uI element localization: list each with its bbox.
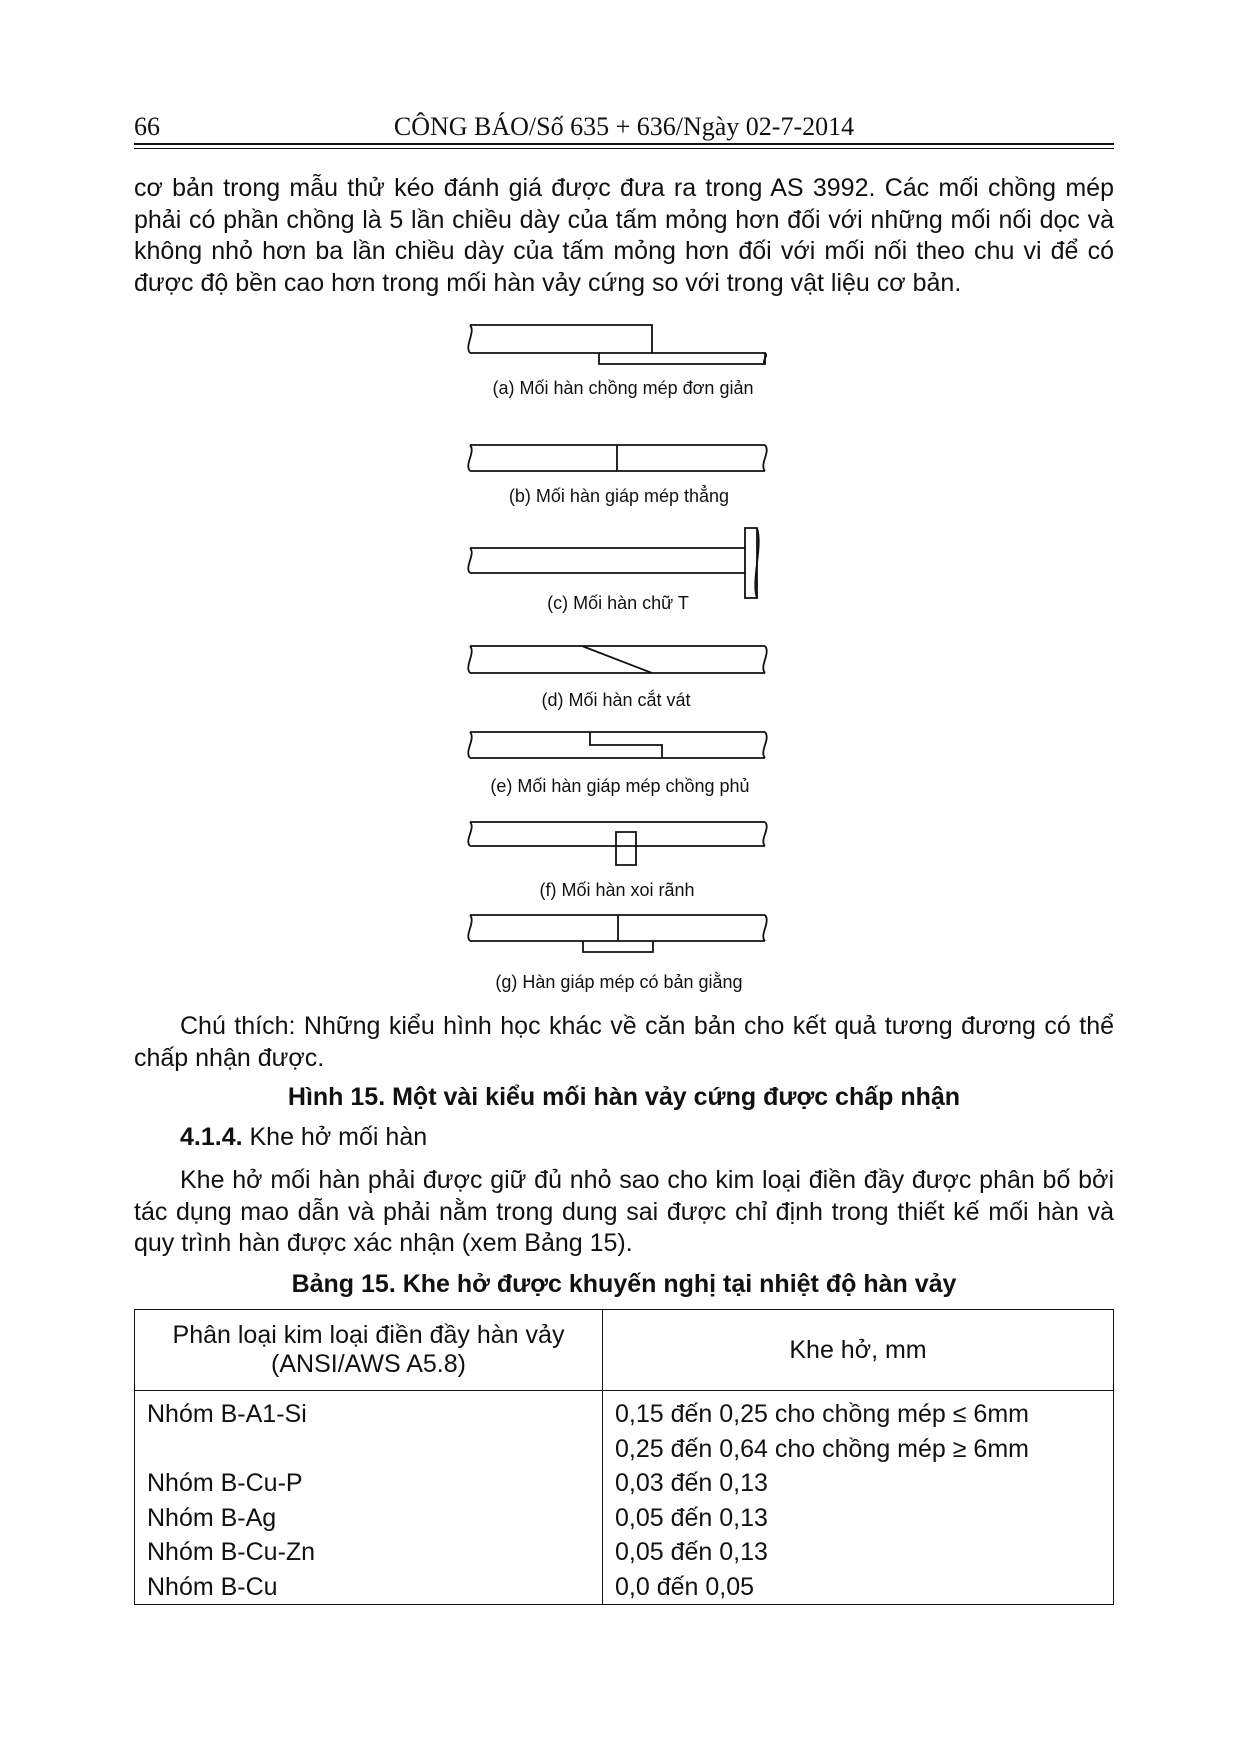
joint-e-butt-lap-drawing — [468, 732, 766, 758]
section-title: Khe hở mối hàn — [242, 1123, 428, 1151]
table-row — [135, 1391, 1114, 1432]
gap-table — [134, 1309, 1114, 1605]
figure-note: Chú thích: Những kiểu hình học khác về căn bản cho kết quả tương đương có thể chấp nhận được. — [134, 1012, 1114, 1072]
caption-b: (b) Mối hàn giáp mép thẳng — [508, 486, 730, 506]
table-cell-group: Nhóm B-Cu — [135, 1570, 603, 1605]
table-cell-group — [135, 1432, 603, 1467]
joint-g-strap-drawing — [468, 915, 766, 952]
table-cell-group: Nhóm B-Cu-P — [135, 1466, 603, 1501]
table-row — [135, 1535, 1114, 1570]
caption-c: (c) Mối hàn chữ T — [547, 593, 689, 613]
table-row — [135, 1570, 1114, 1605]
joint-d-scarf-drawing — [468, 646, 766, 673]
table-cell-group: Nhóm B-Ag — [135, 1501, 603, 1536]
section-heading — [180, 1123, 427, 1152]
table-header-gap: Khe hở, mm — [603, 1310, 1114, 1391]
table-row — [135, 1466, 1114, 1501]
intro-paragraph: cơ bản trong mẫu thử kéo đánh giá được đưa ra trong AS 3992. Các mối chồng mép phải có phần chồng là 5 lần chiều dày của tấm mỏng hơn đối với những mối nối dọc và không nhỏ hơn ba lần chiều dày của tấm mỏng hơn đối với mối nối theo chu vi để có được độ bền cao hơn trong mối hàn vảy cứng so với trong vật liệu cơ bản. — [134, 174, 1114, 297]
caption-f: (f) Mối hàn xoi rãnh — [539, 880, 695, 900]
caption-g: (g) Hàn giáp mép có bản giằng — [495, 972, 743, 992]
joint-c-tee-drawing — [468, 528, 758, 598]
table-cell-gap: 0,0 đến 0,05 — [603, 1570, 1114, 1605]
caption-a: (a) Mối hàn chồng mép đơn giản — [492, 378, 754, 398]
table-cell-gap: 0,15 đến 0,25 cho chồng mép ≤ 6mm — [603, 1391, 1114, 1432]
joint-f-groove-drawing — [468, 822, 766, 865]
table-cell-group: Nhóm B-Cu-Zn — [135, 1535, 603, 1570]
section-number: 4.1.4. — [180, 1123, 243, 1151]
caption-d: (d) Mối hàn cắt vát — [541, 690, 691, 710]
table-cell-gap: 0,05 đến 0,13 — [603, 1501, 1114, 1536]
page-number: 66 — [134, 112, 160, 141]
gazette-title: CÔNG BÁO/Số 635 + 636/Ngày 02-7-2014 — [393, 112, 855, 141]
joint-b-butt-drawing — [468, 445, 766, 471]
table-row — [135, 1432, 1114, 1467]
joint-a-lap-drawing — [468, 325, 766, 364]
table-title: Bảng 15. Khe hở được khuyến nghị tại nhiệt độ hàn vảy — [291, 1270, 957, 1298]
table-row — [135, 1501, 1114, 1536]
caption-e: (e) Mối hàn giáp mép chồng phủ — [490, 776, 750, 796]
table-cell-group: Nhóm B-A1-Si — [135, 1391, 603, 1432]
table-header-row — [135, 1310, 1114, 1391]
table-cell-gap: 0,25 đến 0,64 cho chồng mép ≥ 6mm — [603, 1432, 1114, 1467]
table-cell-gap: 0,05 đến 0,13 — [603, 1535, 1114, 1570]
figure-title: Hình 15. Một vài kiểu mối hàn vảy cứng được chấp nhận — [287, 1083, 961, 1111]
table-cell-gap: 0,03 đến 0,13 — [603, 1466, 1114, 1501]
table-header-classification: Phân loại kim loại điền đầy hàn vảy (ANSI/AWS A5.8) — [135, 1310, 603, 1391]
section-paragraph: Khe hở mối hàn phải được giữ đủ nhỏ sao cho kim loại điền đầy được phân bố bởi tác dụng mao dẫn và phải nằm trong dung sai được chỉ định trong thiết kế mối hàn và quy trình hàn được xác nhận (xem Bảng 15). — [134, 1166, 1114, 1257]
